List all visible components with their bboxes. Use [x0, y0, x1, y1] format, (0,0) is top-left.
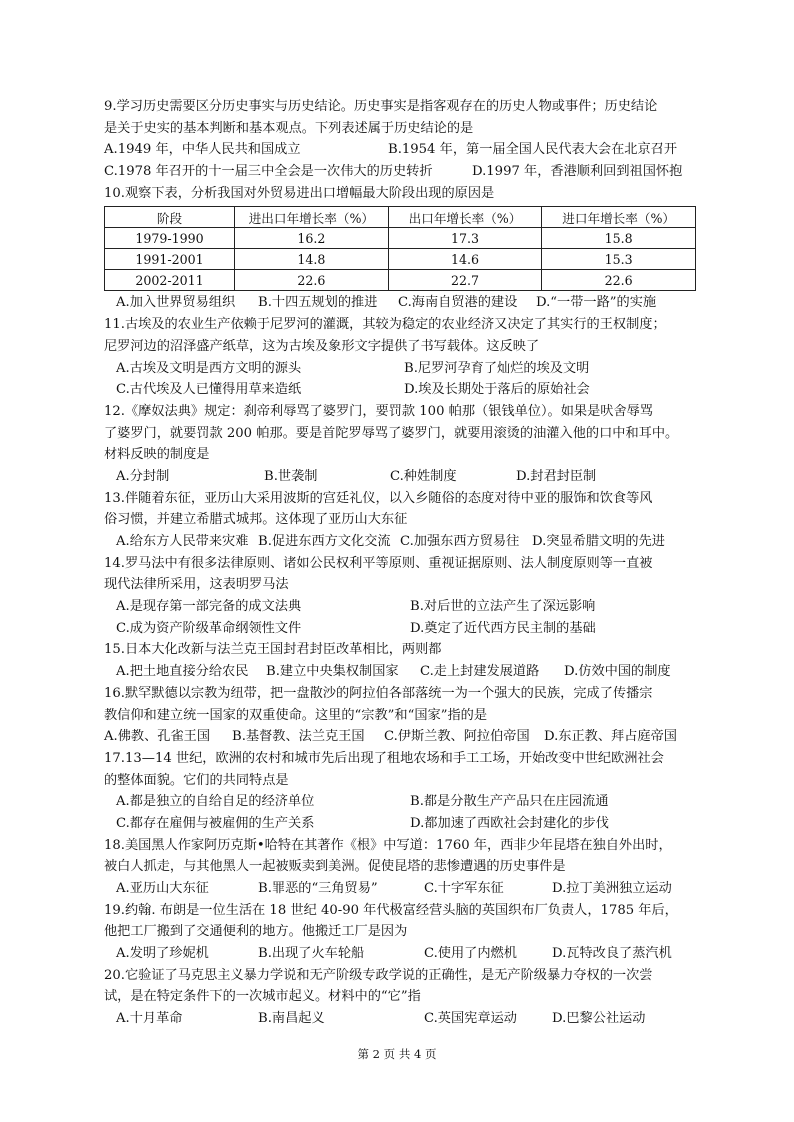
option-row	[104, 531, 696, 553]
question-text-line: 20.它验证了马克思主义暴力学说和无产阶级专政学说的正确性，是无产阶级暴力夺权的一次尝	[104, 967, 653, 983]
question-text-line: 现代法律所采用，这表明罗马法	[104, 577, 289, 593]
question-19	[104, 900, 696, 965]
table-row	[105, 228, 696, 249]
option-row	[104, 292, 696, 314]
option-d: D.埃及长期处于落后的原始社会	[404, 382, 590, 398]
option-d: D.都加速了西欧社会封建化的步伐	[410, 815, 609, 831]
table-header-cell: 出口年增长率（%）	[388, 207, 542, 228]
question-text-line: 尼罗河边的沼泽盛产纸草，这为古埃及象形文字提供了书写载体。这反映了	[104, 338, 540, 354]
option-a: A.都是独立的自给自足的经济单位	[116, 794, 315, 810]
option-c: C.伊斯兰教、阿拉伯帝国	[384, 729, 530, 745]
option-a: A.亚历山大东征	[116, 881, 209, 896]
option-c: C.加强东西方贸易往	[400, 534, 520, 549]
option-d: D.封君封臣制	[516, 468, 597, 484]
table-cell: 22.7	[388, 270, 542, 291]
option-b: B.1954 年，第一届全国人民代表大会在北京召开	[388, 142, 678, 158]
option-b: B.南昌起义	[258, 1011, 325, 1027]
question-16	[104, 683, 696, 748]
question-text-line: 15.日本大化改新与法兰克王国封君封臣改革相比，两则都	[104, 642, 442, 658]
option-c: C.种姓制度	[390, 468, 457, 484]
option-a: A.加入世界贸易组织	[116, 295, 236, 311]
option-row	[104, 878, 696, 900]
question-17	[104, 748, 696, 835]
option-a: A.佛教、孔雀王国	[104, 729, 211, 745]
question-9	[104, 96, 696, 183]
table-cell: 14.8	[235, 249, 389, 270]
question-text-line: 俗习惯，并建立希腊式城邦。这体现了亚历山大东征	[104, 512, 408, 528]
option-row	[104, 1008, 696, 1030]
option-c: C.使用了内燃机	[424, 946, 517, 962]
trade-growth-table	[104, 206, 696, 291]
option-a: A.1949 年，中华人民共和国成立	[104, 142, 301, 158]
option-a: A.给东方人民带来灾难	[116, 534, 249, 549]
option-row	[104, 466, 696, 488]
option-row	[104, 379, 696, 401]
option-d: D.仿效中国的制度	[564, 664, 671, 680]
option-row	[104, 139, 696, 161]
option-d: D.“一带一路”的实施	[536, 295, 657, 311]
table-cell: 14.6	[388, 249, 542, 270]
option-c: C.走上封建发展道路	[420, 664, 540, 680]
question-text-line: 14.罗马法中有很多法律原则、诸如公民权利平等原则、重视证据原则、法人制度原则等一直被	[104, 555, 653, 571]
question-text-line: 9.学习历史需要区分历史事实与历史结论。历史事实是指客观存在的历史人物或事件；历史结论	[104, 99, 658, 114]
question-14	[104, 553, 696, 640]
question-20	[104, 965, 696, 1030]
question-text-line: 13.伴随着东征，亚历山大采用波斯的宫廷礼仪，以入乡随俗的态度对待中亚的服饰和饮食等风	[104, 490, 653, 506]
option-c: C.1978 年召开的十一届三中全会是一次伟大的历史转折	[104, 164, 433, 180]
option-row	[104, 161, 696, 183]
table-cell: 1991-2001	[105, 249, 235, 270]
option-row	[104, 813, 696, 835]
option-row	[104, 726, 696, 748]
table-header-cell: 进口年增长率（%）	[542, 207, 696, 228]
table-cell: 15.8	[542, 228, 696, 249]
option-b: B.都是分散生产产品只在庄园流通	[410, 794, 609, 810]
table-cell: 16.2	[235, 228, 389, 249]
option-b: B.促进东西方文化交流	[258, 534, 391, 549]
option-d: D.奠定了近代西方民主制的基础	[410, 620, 596, 636]
option-c: C.成为资产阶级革命纲领性文件	[116, 620, 302, 636]
question-text-line: 教信仰和建立统一国家的双重使命。这里的“宗教”和“国家”指的是	[104, 707, 488, 723]
option-b: B.世袭制	[264, 468, 318, 484]
question-15	[104, 639, 696, 682]
option-b: B.罪恶的“三角贸易”	[258, 881, 378, 896]
option-a: A.分封制	[116, 468, 170, 484]
option-c: C.都存在雇佣与被雇佣的生产关系	[116, 815, 315, 831]
table-cell: 15.3	[542, 249, 696, 270]
option-d: D.1997 年，香港顺利回到祖国怀抱	[472, 164, 683, 180]
option-d: D.拉丁美洲独立运动	[552, 881, 672, 896]
option-c: C.古代埃及人已懂得用草来造纸	[116, 382, 302, 398]
question-text-line: 被白人抓走，与其他黑人一起被贩卖到美洲。促使昆塔的悲惨遭遇的历史事件是	[104, 859, 566, 875]
option-a: A.发明了珍妮机	[116, 946, 209, 962]
table-header-row	[105, 207, 696, 228]
question-text-line: 11.古埃及的农业生产依赖于尼罗河的灌溉，其较为稳定的农业经济又决定了其实行的王权制度；	[104, 317, 666, 333]
option-a: A.是现存第一部完备的成文法典	[116, 599, 302, 615]
option-b: B.出现了火车轮船	[258, 946, 365, 962]
question-text-line: 17.13—14 世纪，欧洲的农村和城市先后出现了租地农场和手工工场，开始改变中世纪欧洲社会	[104, 750, 664, 766]
question-text-line: 18.美国黑人作家阿历克斯•哈特在其著作《根》中写道：1760 年，西非少年昆塔在独自外出时，	[104, 837, 672, 853]
table-row	[105, 249, 696, 270]
question-10	[104, 183, 696, 314]
question-text-line: 材料反映的制度是	[104, 447, 210, 463]
table-row	[105, 270, 696, 291]
option-d: D.巴黎公社运动	[552, 1011, 646, 1027]
option-c: C.英国宪章运动	[424, 1011, 517, 1027]
page-number-footer: 第 2 页 共 4 页	[357, 1047, 437, 1061]
question-text-line: 了婆罗门，就要罚款 200 帕那。要是首陀罗辱骂了婆罗门，就要用滚烫的油灌入他的口中和耳中。	[104, 425, 679, 441]
option-d: D.东正教、拜占庭帝国	[544, 729, 677, 745]
option-row	[104, 661, 696, 683]
option-row	[104, 791, 696, 813]
option-b: B.对后世的立法产生了深远影响	[410, 599, 596, 615]
option-b: B.基督教、法兰克王国	[232, 729, 365, 745]
option-b: B.尼罗河孕育了灿烂的埃及文明	[404, 360, 590, 376]
question-text-line: 的整体面貌。它们的共同特点是	[104, 772, 289, 788]
question-text-line: 16.默罕默德以宗教为纽带，把一盘散沙的阿拉伯各部落统一为一个强大的民族，完成了传播宗	[104, 685, 653, 701]
question-text-line: 19.约翰. 布朗是一位生活在 18 世纪 40-90 年代极富经营头脑的英国织布厂负责人，1785 年后，	[104, 902, 678, 918]
question-text-line: 12.《摩奴法典》规定：刹帝利辱骂了婆罗门，要罚款 100 帕那（银钱单位）。如果是吠舍辱骂	[104, 403, 654, 419]
question-text-line: 10.观察下表，分析我国对外贸易进出口增幅最大阶段出现的原因是	[104, 185, 495, 201]
question-text-line: 是关于史实的基本判断和基本观点。下列表述属于历史结论的是	[104, 120, 474, 136]
option-c: C.海南自贸港的建设	[398, 295, 518, 311]
table-cell: 1979-1990	[105, 228, 235, 249]
option-b: B.建立中央集权制国家	[266, 664, 399, 680]
option-d: D.瓦特改良了蒸汽机	[552, 946, 672, 962]
option-a: A.古埃及文明是西方文明的源头	[116, 360, 302, 376]
question-18	[104, 835, 696, 900]
question-11	[104, 314, 696, 401]
option-row	[104, 943, 696, 965]
table-header-cell: 进出口年增长率（%）	[235, 207, 389, 228]
table-cell: 22.6	[235, 270, 389, 291]
option-b: B.十四五规划的推进	[258, 295, 378, 311]
question-list	[104, 96, 696, 1030]
option-row	[104, 618, 696, 640]
question-text-line: 他把工厂搬到了交通便利的地方。他搬迁工厂是因为	[104, 924, 408, 940]
option-c: C.十字军东征	[424, 881, 504, 896]
option-a: A.十月革命	[116, 1011, 183, 1027]
option-row	[104, 358, 696, 380]
question-text-line: 试，是在特定条件下的一次城市起义。材料中的“它”指	[104, 989, 421, 1005]
table-cell: 17.3	[388, 228, 542, 249]
option-a: A.把土地直接分给农民	[116, 664, 249, 680]
option-row	[104, 596, 696, 618]
table-header-cell: 阶段	[105, 207, 235, 228]
question-13	[104, 488, 696, 553]
table-cell: 22.6	[542, 270, 696, 291]
option-d: D.突显希腊文明的先进	[532, 534, 665, 549]
table-cell: 2002-2011	[105, 270, 235, 291]
question-12	[104, 401, 696, 488]
